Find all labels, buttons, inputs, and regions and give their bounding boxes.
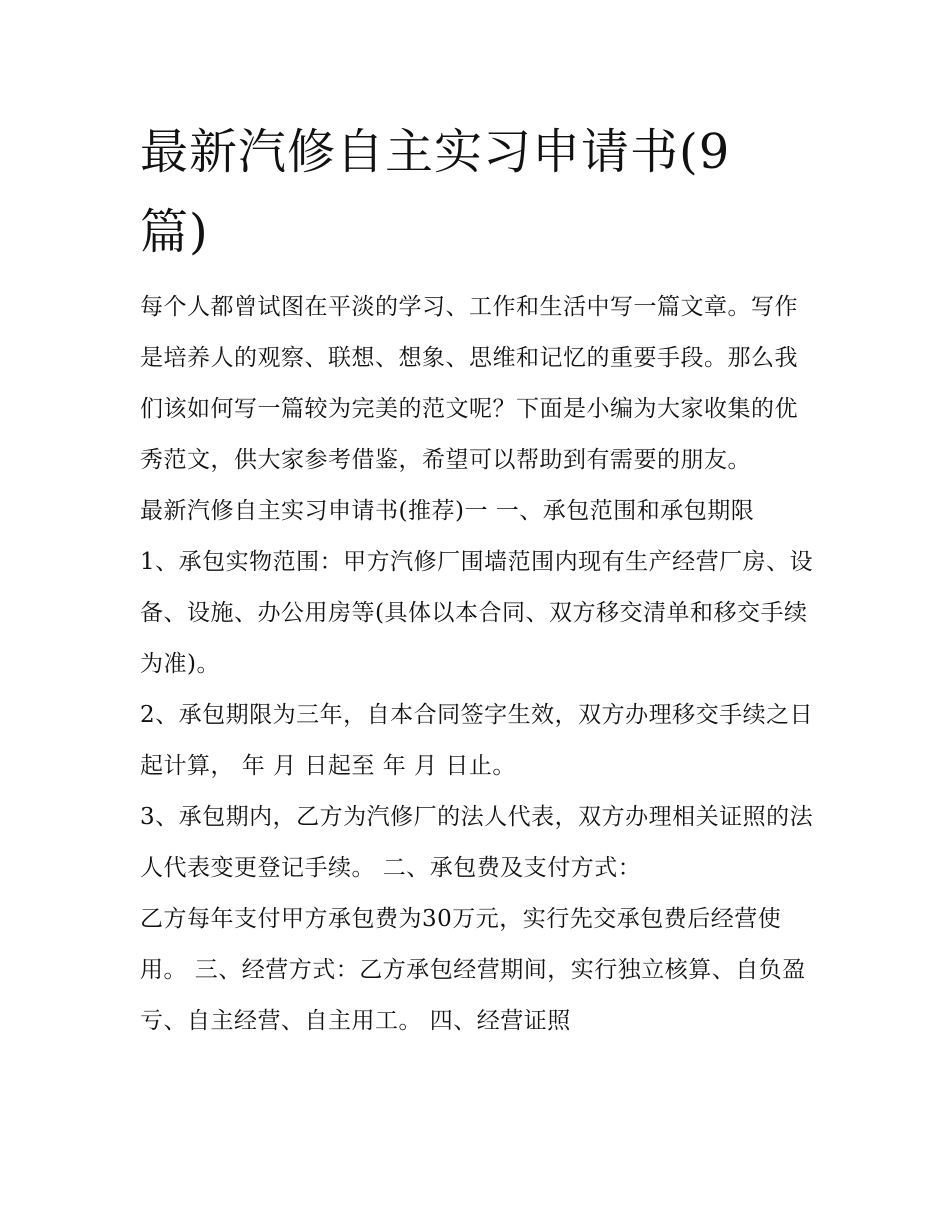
document-title: 最新汽修自主实习申请书(9篇) (140, 124, 731, 260)
paragraph-section-heading: 最新汽修自主实习申请书(推荐)一 一、承包范围和承包期限 (140, 498, 755, 524)
document-body (140, 282, 820, 1047)
paragraph-intro: 每个人都曾试图在平淡的学习、工作和生活中写一篇文章。写作是培养人的观察、联想、想象、思维和记忆的重要手段。那么我们该如何写一篇较为完美的范文呢？下面是小编为大家收集的优秀范文，供大家参考借鉴，希望可以帮助到有需要的朋友。 (140, 294, 798, 473)
paragraph-item-2: 2、承包期限为三年，自本合同签字生效，双方办理移交手续之日起计算， 年 月 日起至 年 月 日止。 (140, 702, 814, 779)
paragraph-item-3: 3、承包期内，乙方为汽修厂的法人代表，双方办理相关证照的法人代表变更登记手续。 二、承包费及支付方式： (140, 804, 814, 881)
paragraph-fee: 乙方每年支付甲方承包费为30万元，实行先交承包费后经营使用。 三、经营方式：乙方承包经营期间，实行独立核算、自负盈亏、自主经营、自主用工。 四、经营证照 (140, 906, 806, 1034)
paragraph-item-1: 1、承包实物范围：甲方汽修厂围墙范围内现有生产经营厂房、设备、设施、办公用房等(具体以本合同、双方移交清单和移交手续为准)。 (140, 549, 814, 677)
document-content (140, 112, 820, 1047)
